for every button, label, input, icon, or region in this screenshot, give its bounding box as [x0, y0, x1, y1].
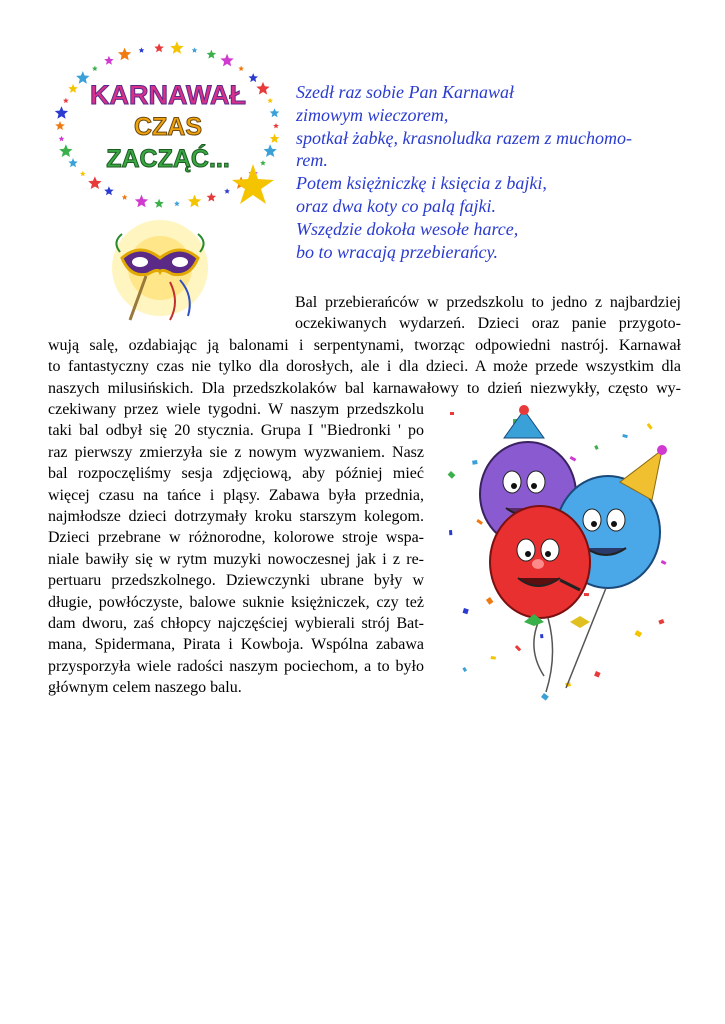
star-icon — [139, 47, 145, 52]
mask-svg — [100, 212, 220, 324]
star-icon — [80, 171, 86, 176]
poem-line: zimowym wieczorem, — [296, 104, 449, 125]
poem-line: Wszędzie dokoła wesołe harce, — [296, 218, 519, 239]
star-icon — [192, 47, 198, 52]
text-line: naszych milusińskich. Dla przedszkolaków bal karnawałowy to dzień niezwykły, często wy- — [48, 379, 681, 397]
logo-line-2: CZAS — [133, 113, 203, 141]
poem-line: oraz dwa koty co palą fajki. — [296, 195, 496, 216]
red-balloon-icon — [490, 506, 590, 618]
star-icon — [207, 50, 217, 59]
star-icon — [264, 144, 277, 157]
balloons-svg — [440, 404, 680, 704]
star-icon — [55, 106, 68, 119]
confetti-icon — [472, 460, 478, 465]
star-icon — [104, 56, 114, 65]
star-icon — [224, 188, 230, 193]
star-icon — [154, 43, 164, 52]
poem-line: bo to wracają przebierańcy. — [296, 241, 498, 262]
confetti-icon — [661, 560, 667, 565]
star-icon — [88, 176, 101, 189]
carnival-logo-svg — [48, 34, 288, 214]
confetti-icon — [622, 434, 628, 438]
confetti-icon — [540, 634, 543, 638]
article-paragraph-left — [48, 399, 424, 699]
text-line: pertuaru przedszkolnego. Dziewczynki ubrane były w — [48, 572, 424, 590]
poem-line: Szedł raz sobie Pan Karnawał — [296, 82, 515, 102]
text-line: Dzieci przebrane w różnorodne, kolorowe stroje wspa- — [48, 529, 424, 547]
star-icon — [260, 160, 266, 166]
text-line: dam dworu, zaś chłopcy najczęściej wybierali strój Bat- — [48, 615, 424, 633]
star-icon — [267, 98, 273, 103]
star-icon — [135, 195, 148, 208]
text-line: Bal przebierańców w przedszkolu to jedno z najbardziej — [295, 294, 681, 311]
star-icon — [118, 48, 131, 61]
text-line: czekiwany przez wiele tygodni. W naszym przedszkolu — [48, 401, 424, 418]
star-icon — [55, 121, 65, 130]
star-icon — [256, 82, 269, 95]
star-icon — [104, 186, 114, 195]
masquerade-mask-image — [100, 212, 220, 324]
confetti-icon — [462, 667, 467, 672]
carnival-logo-image — [48, 34, 288, 214]
star-icon — [59, 136, 65, 142]
balloons-image — [440, 404, 680, 704]
text-line: to fantastyczny czas nie tylko dla dorosłych, ale i dla dzieci. A może przede wszystkim dla — [48, 358, 681, 376]
logo-line-1: KARNAWAŁ — [90, 80, 246, 110]
logo-line-3: ZACZĄĆ... — [106, 145, 230, 173]
star-icon — [122, 194, 128, 200]
text-line: wują salę, ozdabiając ją balonami i serpentynami, tworząc odpowiedni nastrój. Karnawał — [48, 337, 681, 354]
star-icon — [68, 158, 78, 167]
confetti-icon — [476, 519, 483, 525]
poem-line: spotkał żabkę, krasnoludka razem z muchomo- — [296, 127, 632, 148]
confetti-icon — [658, 619, 664, 625]
confetti-icon — [570, 456, 577, 461]
text-line: mana, Spidermana, Pirata i Kowboja. Wspólna zabawa — [48, 636, 424, 654]
confetti-icon — [647, 423, 653, 430]
confetti-icon — [463, 608, 469, 614]
star-icon — [249, 73, 259, 82]
text-line: raz pierwszy zmierzyła sie z nowym wyzwaniem. Nasz — [48, 443, 424, 461]
text-line: głównym celem naszego balu. — [48, 679, 242, 697]
confetti-icon — [584, 593, 589, 596]
text-line: taki bal odbył się 20 stycznia. Grupa I "Biedronki ' po — [48, 422, 424, 440]
confetti-icon — [486, 597, 494, 605]
confetti-icon — [449, 530, 452, 535]
star-icon — [76, 71, 89, 84]
star-icon — [273, 123, 279, 128]
article-paragraph-full — [48, 335, 681, 399]
confetti-icon — [541, 693, 549, 701]
star-icon — [63, 98, 69, 103]
confetti-icon — [450, 412, 454, 415]
star-icon — [174, 201, 180, 207]
poem-line: Potem księżniczkę i księcia z bajki, — [296, 173, 547, 194]
star-icon — [188, 195, 201, 208]
star-icon — [220, 54, 233, 67]
star-icon — [170, 41, 183, 54]
star-icon — [154, 199, 164, 208]
confetti-icon — [594, 445, 598, 450]
poem-line: rem. — [296, 150, 328, 171]
text-line: oczekiwanych wydarzeń. Dzieci oraz panie przygoto- — [295, 315, 681, 333]
confetti-icon — [594, 671, 601, 678]
text-line: długie, powłóczyste, balowe suknie księżniczek, czy też — [48, 593, 424, 611]
text-line: niale bawiły się w rytm muzyki nowoczesnej jak i z re- — [48, 550, 424, 568]
confetti-icon — [515, 645, 521, 651]
big-star-icon — [232, 164, 274, 204]
star-icon — [68, 84, 78, 93]
star-icon — [207, 192, 217, 201]
article-paragraph-top — [295, 292, 681, 335]
star-icon — [270, 134, 280, 143]
star-icon — [270, 108, 280, 117]
confetti-icon — [634, 630, 642, 637]
star-icon — [59, 144, 72, 157]
confetti-icon — [448, 471, 456, 479]
text-line: więcej czasu na tańce i pląsy. Zabawa była przednia, — [48, 486, 424, 504]
star-icon — [238, 66, 244, 71]
text-line: najmłodsze dzieci dotrzymały kroku starszym kolegom. — [48, 508, 424, 526]
poem — [296, 81, 696, 263]
star-icon — [92, 66, 98, 71]
confetti-icon — [491, 656, 496, 660]
text-line: przysporzyła wiele radości naszym pociechom, a to było — [48, 657, 424, 675]
text-line: bal rozpoczęliśmy sesja zdjęciową, aby później mieć — [48, 465, 424, 483]
